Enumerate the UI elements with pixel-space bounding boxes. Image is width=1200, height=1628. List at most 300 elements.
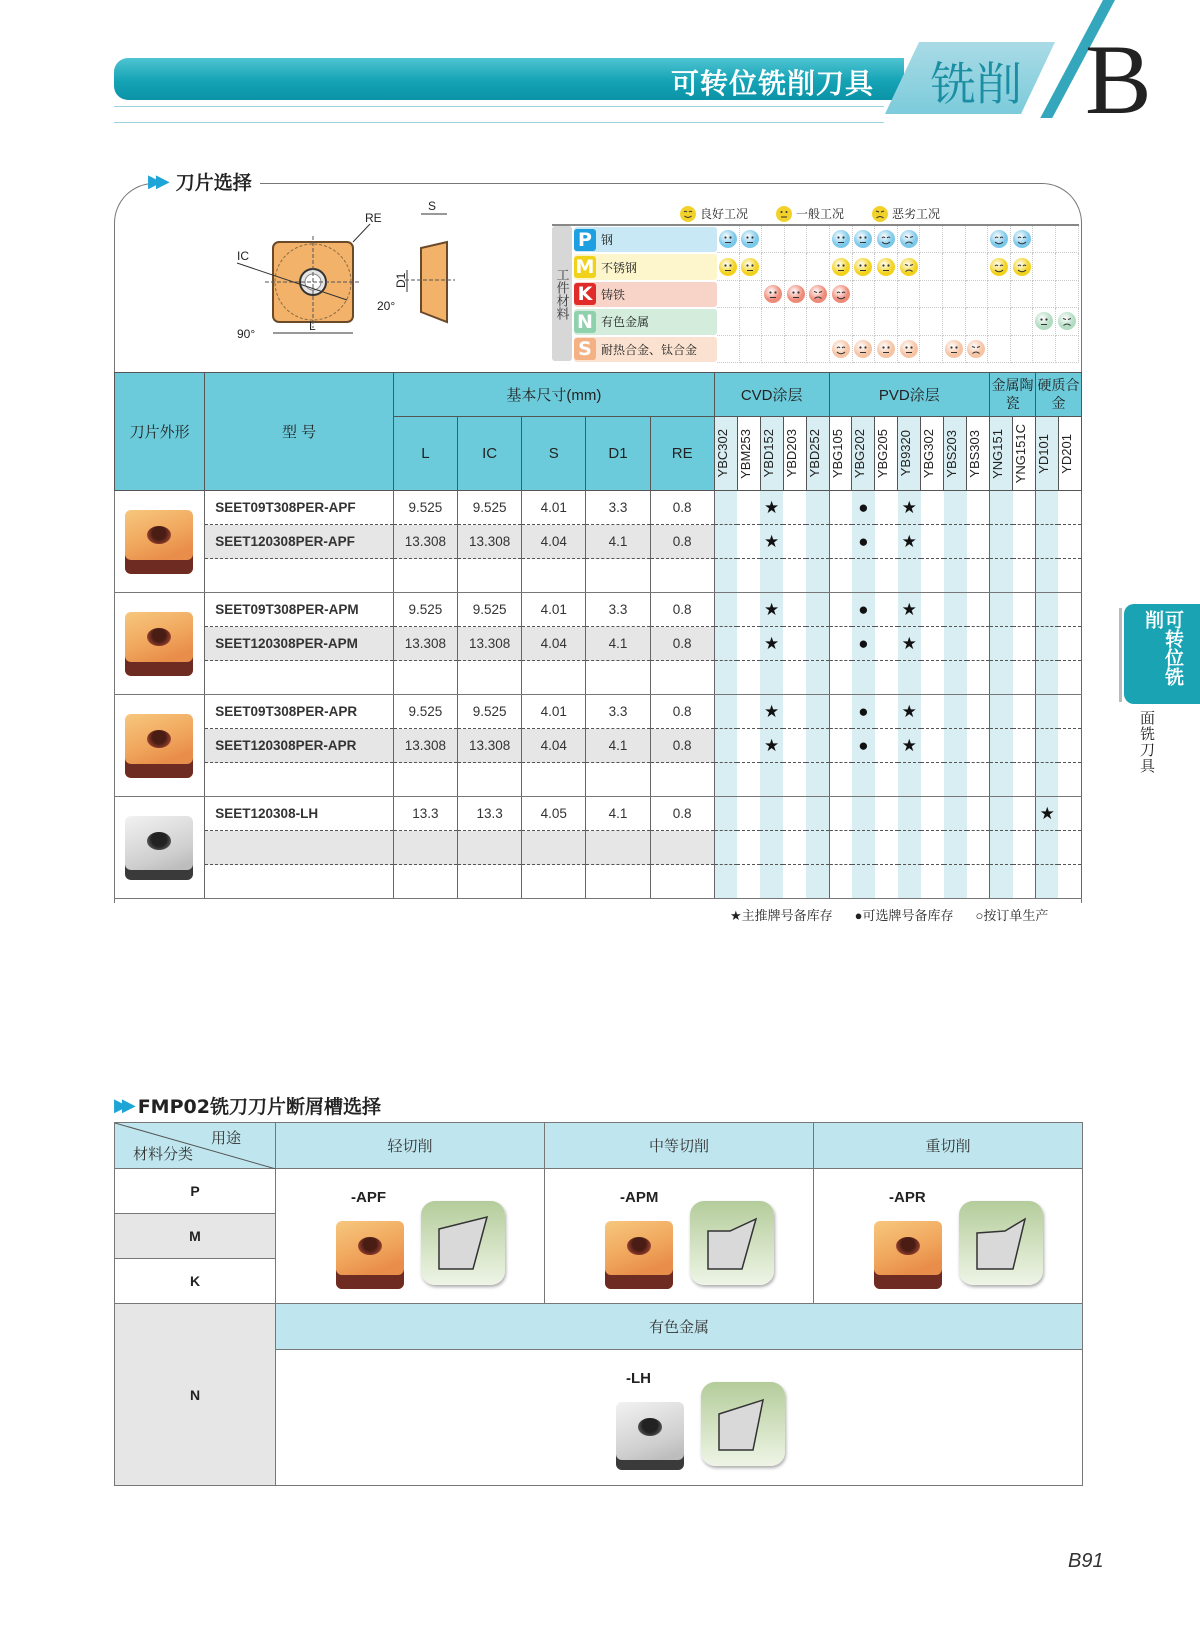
table-row: [115, 661, 1082, 695]
grade-mark-cell: [714, 661, 737, 695]
grade-mark-cell: [737, 593, 760, 627]
grade-mark-cell: [990, 865, 1013, 899]
grade-mark-cell: [783, 491, 806, 525]
dim-ic-cell: 13.308: [458, 729, 522, 763]
neutral-smiley-icon: [854, 230, 872, 248]
corner-header: 用途 材料分类: [115, 1123, 276, 1169]
header-title: 可转位铣削刀具: [670, 67, 874, 100]
dim-l-cell: 13.3: [393, 797, 457, 831]
grade-mark-cell: [1058, 627, 1081, 661]
grade-mark-cell: [921, 593, 944, 627]
material-row-m: [552, 253, 1079, 280]
rating-cell: [717, 281, 740, 308]
grade-mark-cell: [714, 491, 737, 525]
rating-cell: [1033, 253, 1056, 280]
grade-mark-cell: [852, 865, 875, 899]
model-cell: SEET09T308PER-APF: [205, 491, 394, 525]
grade-mark-cell: [1058, 831, 1081, 865]
grade-mark-cell: [714, 831, 737, 865]
grade-mark-cell: [990, 831, 1013, 865]
grade-mark-cell: [921, 797, 944, 831]
rating-cell: [853, 253, 876, 280]
rating-cell: [943, 226, 966, 253]
grade-mark-cell: [714, 729, 737, 763]
dim-d1-cell: [586, 661, 650, 695]
dot-icon: ●: [858, 701, 869, 721]
grade-mark-cell: [806, 627, 829, 661]
grade-mark-cell: [829, 491, 852, 525]
grade-mark-cell: [1013, 763, 1036, 797]
rating-cell: [830, 253, 853, 280]
table-row: [115, 865, 1082, 899]
section-title-text: 刀片选择: [175, 172, 252, 194]
grade-mark-cell: [760, 797, 783, 831]
grade-mark-cell: [1036, 661, 1059, 695]
star-icon: ★: [1039, 803, 1055, 823]
star-icon: ★: [901, 701, 917, 721]
grade-mark-cell: [990, 797, 1013, 831]
rating-cell: [988, 253, 1011, 280]
dim-re-cell: 0.8: [650, 797, 714, 831]
good-smiley-icon: [680, 206, 696, 222]
grade-mark-cell: [737, 661, 760, 695]
col-header-cermet: 金属陶瓷: [990, 373, 1036, 417]
chapter-letter: B: [1085, 24, 1152, 135]
grade-mark-cell: [990, 559, 1013, 593]
grade-mark-cell: [760, 525, 783, 559]
neutral-smiley-icon: [1035, 312, 1053, 330]
rating-cell: [966, 308, 989, 335]
dim-s-cell: 4.01: [522, 695, 586, 729]
rating-cell: [875, 281, 898, 308]
dot-icon: ●: [858, 531, 869, 551]
material-label: M 不锈钢: [574, 254, 717, 279]
grade-mark-cell: [1036, 559, 1059, 593]
dim-s-cell: 4.04: [522, 627, 586, 661]
chipbreaker-apm: -APM: [545, 1169, 814, 1304]
grade-mark-cell: [1036, 797, 1059, 831]
col-header-d1: D1: [586, 417, 650, 491]
dim-d1-cell: [586, 831, 650, 865]
material-p: P: [115, 1169, 276, 1214]
grade-mark-cell: [967, 593, 990, 627]
grade-mark-cell: [1036, 491, 1059, 525]
dim-ic-cell: [458, 559, 522, 593]
neutral-smiley-icon: [945, 340, 963, 358]
grade-header: YD201: [1058, 417, 1081, 491]
rating-cell: [807, 336, 830, 363]
rating-cell: [785, 281, 808, 308]
grade-mark-cell: [1058, 763, 1081, 797]
grade-mark-cell: [806, 695, 829, 729]
grade-mark-cell: [737, 525, 760, 559]
grade-mark-cell: [806, 525, 829, 559]
grade-mark-cell: [1013, 593, 1036, 627]
col-header-model: 型 号: [205, 373, 394, 491]
grade-mark-cell: [1013, 491, 1036, 525]
grade-header: YBC302: [714, 417, 737, 491]
dim-re-cell: 0.8: [650, 695, 714, 729]
grade-mark-cell: [875, 627, 898, 661]
neutral-smiley-icon: [877, 340, 895, 358]
dim-d1-cell: [586, 865, 650, 899]
grade-mark-cell: [921, 865, 944, 899]
rating-cell: [762, 281, 785, 308]
dim-ic-cell: 13.3: [458, 797, 522, 831]
edge-section-icon: [690, 1201, 774, 1285]
grade-mark-cell: [944, 525, 967, 559]
grade-mark-cell: [783, 661, 806, 695]
dim-re-cell: [650, 661, 714, 695]
dim-re-cell: [650, 559, 714, 593]
model-cell: SEET09T308PER-APR: [205, 695, 394, 729]
grade-mark-cell: [829, 525, 852, 559]
legend-item: 一般工况: [776, 205, 844, 222]
rating-cell: [1033, 226, 1056, 253]
col-header-re: RE: [650, 417, 714, 491]
rating-cell: [717, 336, 740, 363]
col-header-cvd: CVD涂层: [714, 373, 829, 417]
dim-re-cell: 0.8: [650, 593, 714, 627]
grade-mark-cell: [760, 491, 783, 525]
grade-mark-cell: [806, 593, 829, 627]
good-smiley-icon: [832, 285, 850, 303]
grade-mark-cell: [1058, 559, 1081, 593]
rating-cell: [1056, 336, 1079, 363]
grade-mark-cell: [760, 729, 783, 763]
rating-cell: [740, 281, 763, 308]
rating-cell: [943, 336, 966, 363]
grade-mark-cell: [1058, 865, 1081, 899]
grade-mark-cell: [944, 831, 967, 865]
grade-mark-cell: [875, 661, 898, 695]
workpiece-material-label: 工件材料: [552, 226, 572, 361]
grade-mark-cell: [1036, 729, 1059, 763]
grade-mark-cell: [944, 491, 967, 525]
dim-l-cell: [393, 865, 457, 899]
grade-mark-cell: [737, 491, 760, 525]
grade-mark-cell: [806, 491, 829, 525]
grade-mark-cell: [1013, 797, 1036, 831]
rating-cell: [943, 253, 966, 280]
dim-d1-cell: 4.1: [586, 729, 650, 763]
dim-d1-cell: 4.1: [586, 797, 650, 831]
rating-cell: [1056, 226, 1079, 253]
dim-ic-cell: [458, 865, 522, 899]
dim-ic-cell: [458, 661, 522, 695]
grade-mark-cell: [1058, 695, 1081, 729]
insert-image: [125, 612, 193, 676]
rating-cell: [830, 308, 853, 335]
section-title-chipbreaker: [114, 1092, 381, 1119]
insert-shape-cell: [115, 797, 205, 899]
grade-mark-cell: [714, 627, 737, 661]
grade-header: YBG202: [852, 417, 875, 491]
grade-mark-cell: [760, 559, 783, 593]
grade-mark-cell: [714, 763, 737, 797]
grade-mark-cell: [829, 593, 852, 627]
good-smiley-icon: [990, 230, 1008, 248]
grade-mark-cell: [875, 729, 898, 763]
insert-image: [125, 714, 193, 778]
grade-header: YBD152: [760, 417, 783, 491]
model-cell: [205, 661, 394, 695]
material-row-n: [552, 308, 1079, 335]
neutral-smiley-icon: [877, 258, 895, 276]
grade-mark-cell: [967, 729, 990, 763]
stock-legend: [730, 905, 1048, 924]
grade-mark-cell: [967, 525, 990, 559]
insert-image: [125, 510, 193, 574]
grade-mark-cell: [967, 559, 990, 593]
rating-cell: [807, 281, 830, 308]
rating-cell: [762, 308, 785, 335]
model-cell: SEET120308-LH: [205, 797, 394, 831]
dim-d1-cell: 4.1: [586, 627, 650, 661]
grade-mark-cell: [829, 797, 852, 831]
dim-d1-cell: 3.3: [586, 491, 650, 525]
grade-mark-cell: [898, 695, 921, 729]
grade-mark-cell: [737, 831, 760, 865]
rating-cell: [830, 336, 853, 363]
rating-cell: [853, 308, 876, 335]
rating-cell: [1011, 281, 1034, 308]
bad-smiley-icon: [967, 340, 985, 358]
model-cell: SEET120308PER-APM: [205, 627, 394, 661]
grade-mark-cell: [852, 593, 875, 627]
material-row-s: [552, 336, 1079, 363]
grade-mark-cell: [852, 831, 875, 865]
rating-cell: [966, 281, 989, 308]
rating-cell: [785, 308, 808, 335]
grade-mark-cell: [898, 593, 921, 627]
grade-mark-cell: [990, 593, 1013, 627]
neutral-smiley-icon: [854, 258, 872, 276]
grade-mark-cell: [967, 831, 990, 865]
material-letter-badge: M: [575, 256, 595, 279]
dot-icon: ●: [858, 497, 869, 517]
rating-cell: [853, 336, 876, 363]
svg-text:20°: 20°: [377, 299, 396, 313]
grade-mark-cell: [783, 559, 806, 593]
grade-mark-cell: [921, 831, 944, 865]
col-heavy-cutting: 重切削: [814, 1123, 1083, 1169]
material-letter-badge: P: [574, 229, 596, 251]
chipbreaker-lh: -LH: [276, 1350, 1083, 1486]
note-order-production: ○按订单生产: [975, 908, 1049, 923]
grade-mark-cell: [898, 627, 921, 661]
dim-ic-cell: [458, 763, 522, 797]
dim-l-cell: [393, 661, 457, 695]
material-m: M: [115, 1214, 276, 1259]
grade-mark-cell: [1058, 593, 1081, 627]
grade-mark-cell: [921, 763, 944, 797]
dim-l-cell: [393, 831, 457, 865]
dim-s-cell: [522, 865, 586, 899]
neutral-smiley-icon: [719, 258, 737, 276]
rating-cell: [875, 226, 898, 253]
dim-d1-cell: 3.3: [586, 593, 650, 627]
material-label: P 钢: [574, 227, 717, 252]
dim-s-cell: [522, 763, 586, 797]
header-category: 铣削: [930, 57, 1022, 111]
section2-title-text: FMP02铣刀刀片断屑槽选择: [137, 1096, 381, 1118]
table-row: [115, 593, 1082, 627]
grade-mark-cell: [898, 525, 921, 559]
edge-section-icon: [701, 1382, 785, 1466]
grade-mark-cell: [783, 865, 806, 899]
dim-ic-cell: 13.308: [458, 627, 522, 661]
rating-cell: [740, 253, 763, 280]
grade-mark-cell: [1013, 627, 1036, 661]
grade-header: YD101: [1036, 417, 1059, 491]
rating-cell: [943, 308, 966, 335]
model-cell: [205, 559, 394, 593]
grade-mark-cell: [921, 525, 944, 559]
col-light-cutting: 轻切削: [276, 1123, 545, 1169]
dim-l-cell: 13.308: [393, 525, 457, 559]
col-header-s: S: [522, 417, 586, 491]
grade-header: YBS203: [944, 417, 967, 491]
grade-mark-cell: [1013, 525, 1036, 559]
dim-l-cell: 13.308: [393, 627, 457, 661]
grade-mark-cell: [967, 865, 990, 899]
rating-cell: [1056, 281, 1079, 308]
rating-cell: [762, 253, 785, 280]
grade-mark-cell: [1013, 695, 1036, 729]
grade-mark-cell: [829, 661, 852, 695]
bad-smiley-icon: [1058, 312, 1076, 330]
chipbreaker-apf: -APF: [276, 1169, 545, 1304]
dim-d1-cell: 3.3: [586, 695, 650, 729]
grade-mark-cell: [760, 661, 783, 695]
grade-mark-cell: [1013, 661, 1036, 695]
grade-mark-cell: [944, 865, 967, 899]
note-main-stock: ★主推牌号备库存: [730, 908, 833, 923]
insert-shape-cell: [115, 593, 205, 695]
rating-cell: [920, 308, 943, 335]
rating-cell: [1056, 308, 1079, 335]
dim-ic-cell: [458, 831, 522, 865]
grade-mark-cell: [806, 661, 829, 695]
grade-mark-cell: [898, 763, 921, 797]
grade-mark-cell: [944, 593, 967, 627]
grade-mark-cell: [714, 559, 737, 593]
rating-cell: [1011, 253, 1034, 280]
dim-s-cell: 4.01: [522, 491, 586, 525]
rating-cell: [898, 308, 921, 335]
insert-shape-cell: [115, 491, 205, 593]
page-number: B91: [1068, 1550, 1104, 1572]
table-row: [115, 525, 1082, 559]
rating-cell: [853, 226, 876, 253]
dim-l-cell: 9.525: [393, 593, 457, 627]
table-row: [115, 695, 1082, 729]
side-tab-bar: [1119, 608, 1122, 702]
star-icon: ★: [901, 735, 917, 755]
insert-image-apr: [874, 1221, 942, 1289]
chipbreaker-apr: -APR: [814, 1169, 1083, 1304]
material-label: S 耐热合金、钛合金: [574, 337, 717, 362]
grade-header: YBD252: [806, 417, 829, 491]
grade-mark-cell: [921, 559, 944, 593]
grade-mark-cell: [967, 797, 990, 831]
edge-section-icon: [421, 1201, 505, 1285]
grade-header: YBG302: [921, 417, 944, 491]
insert-spec-table: [114, 372, 1082, 899]
grade-mark-cell: [1036, 763, 1059, 797]
grade-mark-cell: [1013, 559, 1036, 593]
model-cell: [205, 763, 394, 797]
dim-d1-cell: 4.1: [586, 525, 650, 559]
insert-shape-cell: [115, 695, 205, 797]
grade-mark-cell: [737, 729, 760, 763]
grade-mark-cell: [714, 865, 737, 899]
double-arrow-icon: ▶▶: [148, 171, 164, 192]
grade-mark-cell: [783, 831, 806, 865]
star-icon: ★: [764, 633, 780, 653]
grade-mark-cell: [990, 763, 1013, 797]
grade-header: YBD203: [783, 417, 806, 491]
bad-smiley-icon: [900, 258, 918, 276]
grade-mark-cell: [875, 491, 898, 525]
grade-mark-cell: [806, 831, 829, 865]
header-rule: [114, 106, 884, 107]
neutral-smiley-icon: [900, 340, 918, 358]
insert-image-apm: [605, 1221, 673, 1289]
grade-mark-cell: [714, 797, 737, 831]
rating-cell: [717, 253, 740, 280]
bad-smiley-icon: [900, 230, 918, 248]
grade-mark-cell: [1036, 695, 1059, 729]
grade-mark-cell: [1036, 865, 1059, 899]
rating-cell: [875, 253, 898, 280]
rating-cell: [988, 281, 1011, 308]
rating-cell: [853, 281, 876, 308]
dot-icon: ●: [858, 633, 869, 653]
rating-cell: [740, 308, 763, 335]
material-row-k: [552, 281, 1079, 308]
note-optional-stock: ●可选牌号备库存: [854, 908, 954, 923]
good-smiley-icon: [1013, 230, 1031, 248]
rating-cell: [898, 253, 921, 280]
svg-text:RE: RE: [365, 211, 382, 225]
grade-mark-cell: [829, 865, 852, 899]
dim-l-cell: 9.525: [393, 491, 457, 525]
insert-image-apf: [336, 1221, 404, 1289]
grade-mark-cell: [783, 627, 806, 661]
rating-cell: [920, 281, 943, 308]
grade-mark-cell: [829, 695, 852, 729]
legend-item: 恶劣工况: [872, 205, 940, 222]
material-row-p: [552, 226, 1079, 253]
side-tab-milling[interactable]: 可转位铣削: [1124, 604, 1200, 704]
star-icon: ★: [764, 701, 780, 721]
grade-mark-cell: [875, 831, 898, 865]
grade-mark-cell: [783, 593, 806, 627]
grade-mark-cell: [1058, 797, 1081, 831]
grade-mark-cell: [806, 729, 829, 763]
grade-mark-cell: [944, 763, 967, 797]
bad-smiley-icon: [809, 285, 827, 303]
model-cell: SEET120308PER-APR: [205, 729, 394, 763]
grade-mark-cell: [944, 559, 967, 593]
rating-cell: [943, 281, 966, 308]
grade-mark-cell: [852, 661, 875, 695]
neutral-smiley-icon: [832, 230, 850, 248]
col-header-carbide: 硬质合金: [1036, 373, 1082, 417]
grade-mark-cell: [829, 559, 852, 593]
